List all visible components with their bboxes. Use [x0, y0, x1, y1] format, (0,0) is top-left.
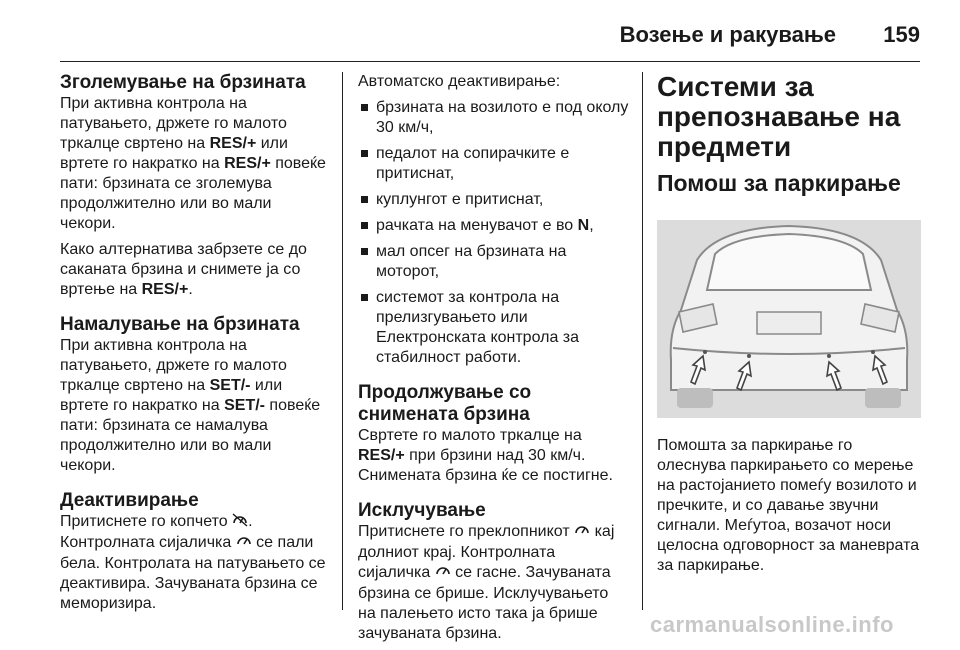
- header-title: Возење и ракување: [619, 22, 836, 47]
- chapter-title: Системи за препознавање на предмети: [657, 71, 901, 162]
- paragraph: При активна контрола на патувањето, држете го малото тркалце свртено на RES/+ или вртете го накратко на RES/+ повеќе пати: брзината се зголемува продолжително или во мали чекори.: [60, 95, 326, 232]
- paragraph: Свртете го малото тркалце на RES/+ при брзини над 30 км/ч. Снимената брзина ќе се постигне.: [358, 427, 613, 484]
- section-title-switch-off: Исклучување: [358, 500, 486, 521]
- list-item: рачката на менувачот е во N,: [358, 216, 630, 236]
- paragraph: Притиснете го копчето .: [60, 512, 330, 533]
- paragraph: Контролната сијаличка се пали бела. Контролата на патувањето се деактивира. Зачуваната брзина се меморизира.: [60, 534, 326, 612]
- watermark: carmanualsonline.info: [650, 612, 894, 637]
- header-rule: [60, 61, 920, 62]
- cruise-control-icon: [236, 534, 252, 554]
- paragraph: Автоматско деактивирање:: [358, 73, 561, 90]
- paragraph: При активна контрола на патувањето, држете го малото тркалце свртено на SET/- или вртете го накратко на SET/- повеќе пати: брзината се намалува продолжително или во мали чекори.: [60, 337, 321, 474]
- page-header: [60, 18, 920, 58]
- section-title-decrease-speed: Намалување на брзината: [60, 314, 300, 335]
- car-rear-drawing: [657, 220, 921, 418]
- list-item: педалот на сопирачките е притиснат,: [358, 144, 630, 184]
- page-number: 159: [883, 22, 920, 47]
- paragraph: Како алтернатива забрзете се до саканата брзина и снимете ја со вртење на RES/+.: [60, 241, 307, 298]
- bullet-list: [358, 98, 630, 368]
- list-item: брзината на возилото е под околу 30 км/ч,: [358, 98, 630, 138]
- paragraph: Притиснете го преклопникот кај долниот крај. Контролната сијаличка се гасне. Зачуваната брзина се брише. Исклучувањето на палењето исто така ја брише зачуваната брзина.: [358, 523, 615, 642]
- section-title-increase-speed: Зголемување на брзината: [60, 72, 306, 93]
- column-2: [358, 72, 630, 650]
- list-item: куплунгот е притиснат,: [358, 190, 630, 210]
- section-title-deactivation: Деактивирање: [60, 490, 199, 511]
- list-item: системот за контрола на прелизгувањето или Електронската контрола за стабилност работи.: [358, 288, 630, 368]
- section-title-parking-assist: Помош за паркирање: [657, 170, 901, 196]
- cruise-control-off-icon: [232, 513, 248, 533]
- column-divider: [342, 72, 343, 610]
- cruise-control-icon: [574, 523, 590, 543]
- column-3: [657, 72, 925, 582]
- column-1: [60, 72, 330, 620]
- list-item: мал опсег на брзината на моторот,: [358, 242, 630, 282]
- paragraph: Помошта за паркирање го олеснува паркирањето со мерење на растојанието помеѓу возилото и пречките, и со давање звучни сигнали. Меѓутоа, возачот носи целосна одговорност за маневрата за паркирање.: [657, 437, 920, 574]
- column-divider: [642, 72, 643, 610]
- cruise-control-icon: [435, 564, 451, 584]
- section-title-resume-speed: Продолжување со снимената брзина: [358, 382, 532, 425]
- car-rear-illustration: [657, 220, 921, 418]
